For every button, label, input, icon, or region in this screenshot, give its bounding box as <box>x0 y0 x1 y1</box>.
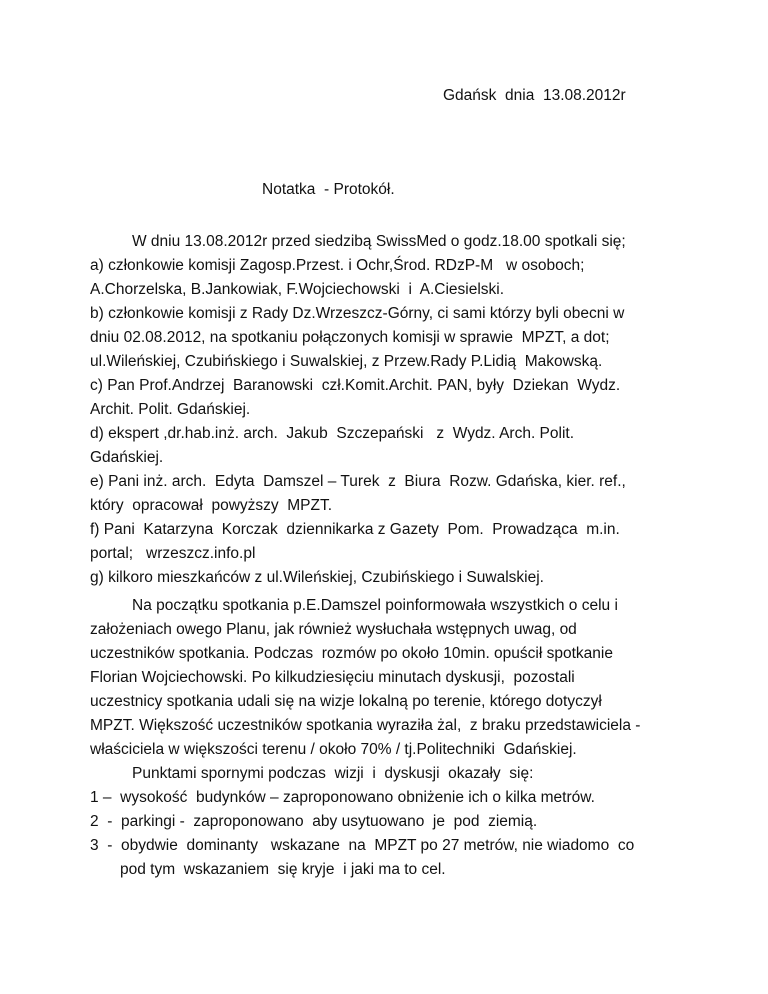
text-line: d) ekspert ,dr.hab.inż. arch. Jakub Szczepański z Wydz. Arch. Polit. <box>90 425 575 442</box>
text-line: uczestników spotkania. Podczas rozmów po około 10min. opuścił spotkanie <box>90 645 613 662</box>
text-line: Punktami spornymi podczas wizji i dyskusji okazały się: <box>132 765 534 782</box>
text-line: W dniu 13.08.2012r przed siedzibą SwissMed o godz.18.00 spotkali się; <box>132 233 626 250</box>
text-line: założeniach owego Planu, jak również wysłuchała wstępnych uwag, od <box>90 621 577 638</box>
text-line: portal; wrzeszcz.info.pl <box>90 545 256 562</box>
text-line: c) Pan Prof.Andrzej Baranowski czł.Komit.Archit. PAN, były Dziekan Wydz. <box>90 377 621 394</box>
text-line: b) członkowie komisji z Rady Dz.Wrzeszcz-Górny, ci sami którzy byli obecni w <box>90 305 625 322</box>
attendees-paragraph <box>90 230 750 590</box>
text-line: g) kilkoro mieszkańców z ul.Wileńskiej, Czubińskiego i Suwalskiej. <box>90 569 544 586</box>
list-item: 3 - obydwie dominanty wskazane na MPZT po 27 metrów, nie wiadomo co <box>90 837 635 854</box>
text-line: e) Pani inż. arch. Edyta Damszel – Turek z Biura Rozw. Gdańska, kier. ref., <box>90 473 626 490</box>
text-line: a) członkowie komisji Zagosp.Przest. i Ochr,Środ. RDzP-M w osoboch; <box>90 257 585 274</box>
list-item: 1 – wysokość budynków – zaproponowano obniżenie ich o kilka metrów. <box>90 789 595 806</box>
text-line: uczestnicy spotkania udali się na wizje lokalną po terenie, którego dotyczył <box>90 693 602 710</box>
text-line: MPZT. Większość uczestników spotkania wyraziła żal, z braku przedstawiciela - <box>90 717 641 734</box>
text-line: Na początku spotkania p.E.Damszel poinformowała wszystkich o celu i <box>132 597 618 614</box>
text-line: A.Chorzelska, B.Jankowiak, F.Wojciechowski i A.Ciesielski. <box>90 281 505 298</box>
document-title: Notatka - Protokół. <box>262 181 395 198</box>
text-line: Archit. Polit. Gdańskiej. <box>90 401 251 418</box>
text-line: dniu 02.08.2012, na spotkaniu połączonych komisji w sprawie MPZT, a dot; <box>90 329 610 346</box>
document-date: Gdańsk dnia 13.08.2012r <box>443 87 626 104</box>
meeting-paragraph <box>90 594 750 882</box>
text-line: który opracował powyższy MPZT. <box>90 497 333 514</box>
text-line: Gdańskiej. <box>90 449 164 466</box>
text-line: Florian Wojciechowski. Po kilkudziesięciu minutach dyskusji, pozostali <box>90 669 575 686</box>
text-line: ul.Wileńskiej, Czubińskiego i Suwalskiej, z Przew.Rady P.Lidią Makowską. <box>90 353 603 370</box>
text-line: właściciela w większości terenu / około 70% / tj.Politechniki Gdańskiej. <box>90 741 577 758</box>
text-line: f) Pani Katarzyna Korczak dziennikarka z Gazety Pom. Prowadząca m.in. <box>90 521 620 538</box>
list-item-continuation: pod tym wskazaniem się kryje i jaki ma to cel. <box>120 861 446 878</box>
list-item: 2 - parkingi - zaproponowano aby usytuowano je pod ziemią. <box>90 813 538 830</box>
